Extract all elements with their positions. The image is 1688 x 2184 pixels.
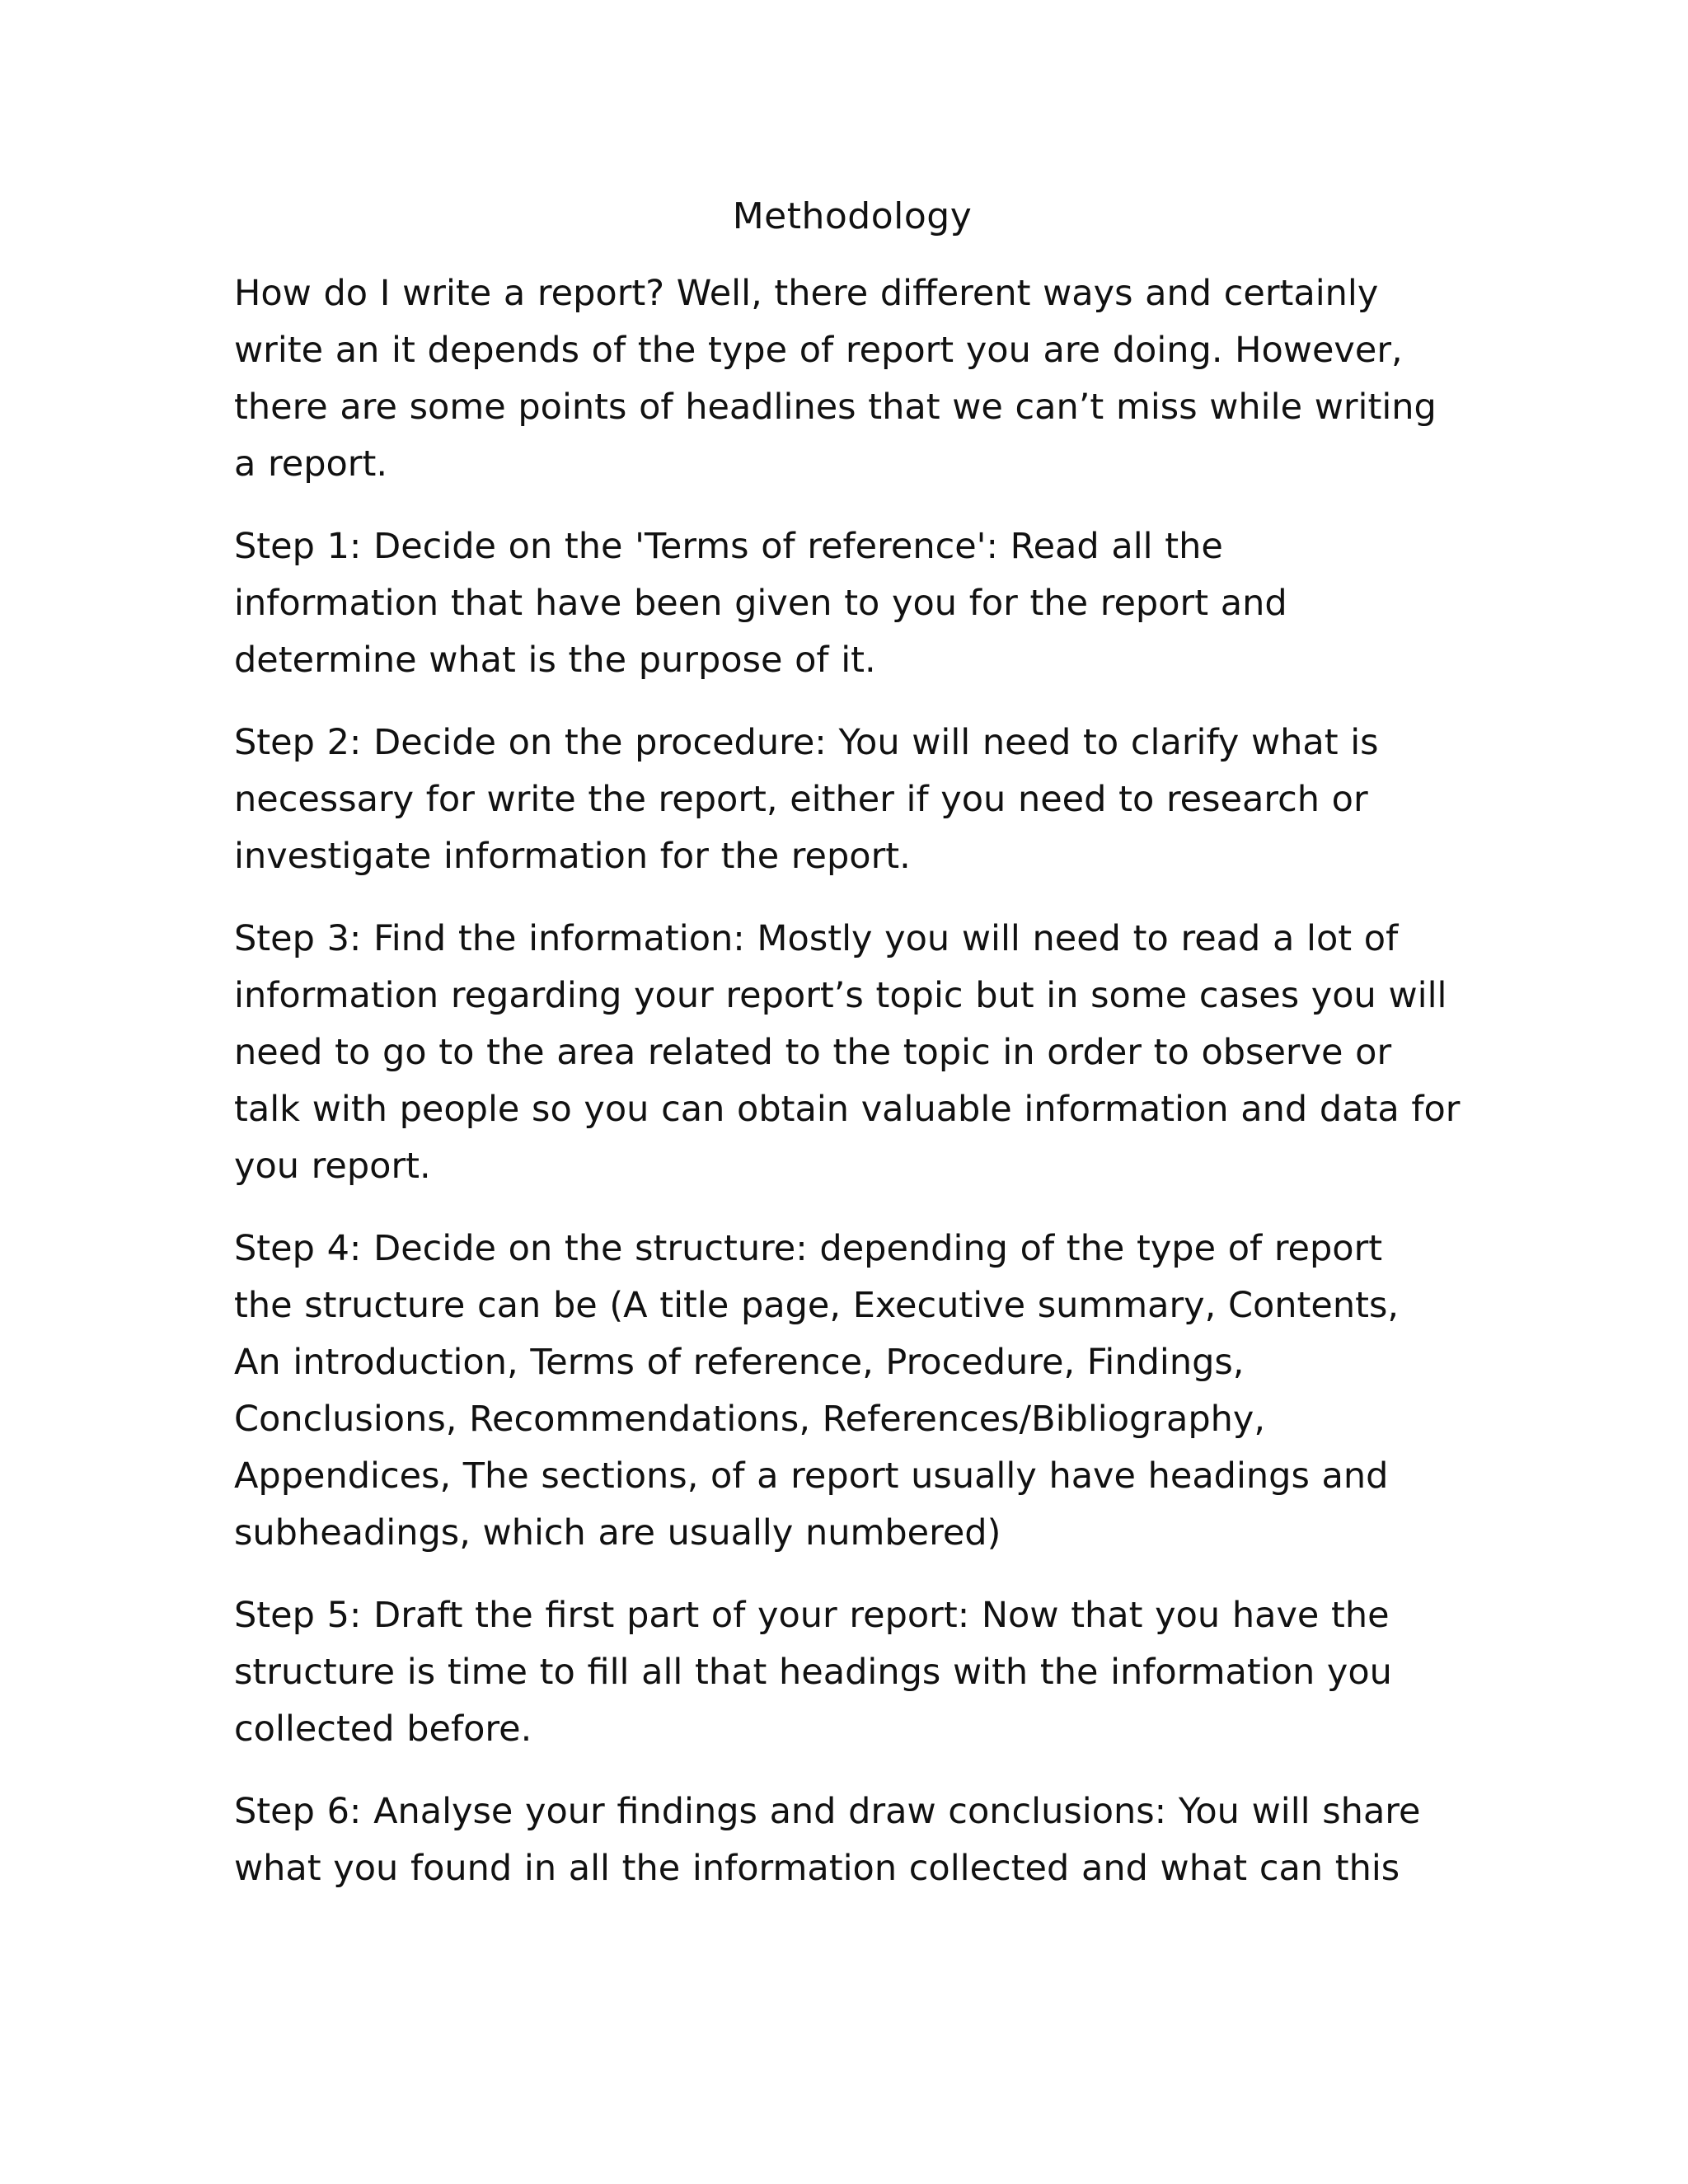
text-line: talk with people so you can obtain valuable information and data for <box>234 1089 1461 1130</box>
text-line: need to go to the area related to the topic in order to observe or <box>234 1032 1392 1073</box>
text-line: necessary for write the report, either if you need to research or <box>234 779 1368 820</box>
paragraph-step-5 <box>234 1587 1470 1758</box>
text-line: Step 1: Decide on the 'Terms of reference': Read all the <box>234 526 1223 567</box>
paragraph-step-4 <box>234 1221 1470 1562</box>
text-line: Step 3: Find the information: Mostly you will need to read a lot of <box>234 918 1399 959</box>
text-line: collected before. <box>234 1708 532 1750</box>
text-line: How do I write a report? Well, there different ways and certainly <box>234 273 1379 314</box>
paragraph-step-2 <box>234 715 1470 885</box>
text-line: a report. <box>234 443 388 485</box>
paragraph-step-6 <box>234 1783 1470 1897</box>
text-line: Step 5: Draft the first part of your report: Now that you have the <box>234 1595 1390 1636</box>
text-line: Conclusions, Recommendations, References/Bibliography, <box>234 1399 1266 1440</box>
text-line: investigate information for the report. <box>234 836 911 877</box>
text-line: there are some points of headlines that we can’t miss while writing <box>234 387 1437 428</box>
text-line: subheadings, which are usually numbered) <box>234 1512 1001 1554</box>
paragraph-intro <box>234 265 1470 493</box>
paragraph-step-3 <box>234 911 1470 1195</box>
text-line: write an it depends of the type of report you are doing. However, <box>234 330 1403 371</box>
document-title: Methodology <box>732 195 973 237</box>
text-line: what you found in all the information collected and what can this <box>234 1848 1400 1889</box>
text-line: information regarding your report’s topic but in some cases you will <box>234 975 1447 1016</box>
text-line: Step 6: Analyse your findings and draw conclusions: You will share <box>234 1791 1421 1832</box>
text-line: determine what is the purpose of it. <box>234 640 876 681</box>
text-line: structure is time to fill all that headings with the information you <box>234 1652 1392 1693</box>
text-line: Step 2: Decide on the procedure: You will need to clarify what is <box>234 722 1379 763</box>
paragraph-step-1 <box>234 518 1470 689</box>
text-line: information that have been given to you for the report and <box>234 583 1287 624</box>
document-body <box>234 188 1470 1923</box>
text-line: the structure can be (A title page, Executive summary, Contents, <box>234 1285 1400 1326</box>
text-line: Step 4: Decide on the structure: depending of the type of report <box>234 1228 1383 1269</box>
text-line: An introduction, Terms of reference, Procedure, Findings, <box>234 1342 1245 1383</box>
text-line: you report. <box>234 1146 431 1187</box>
text-line: Appendices, The sections, of a report usually have headings and <box>234 1455 1389 1497</box>
